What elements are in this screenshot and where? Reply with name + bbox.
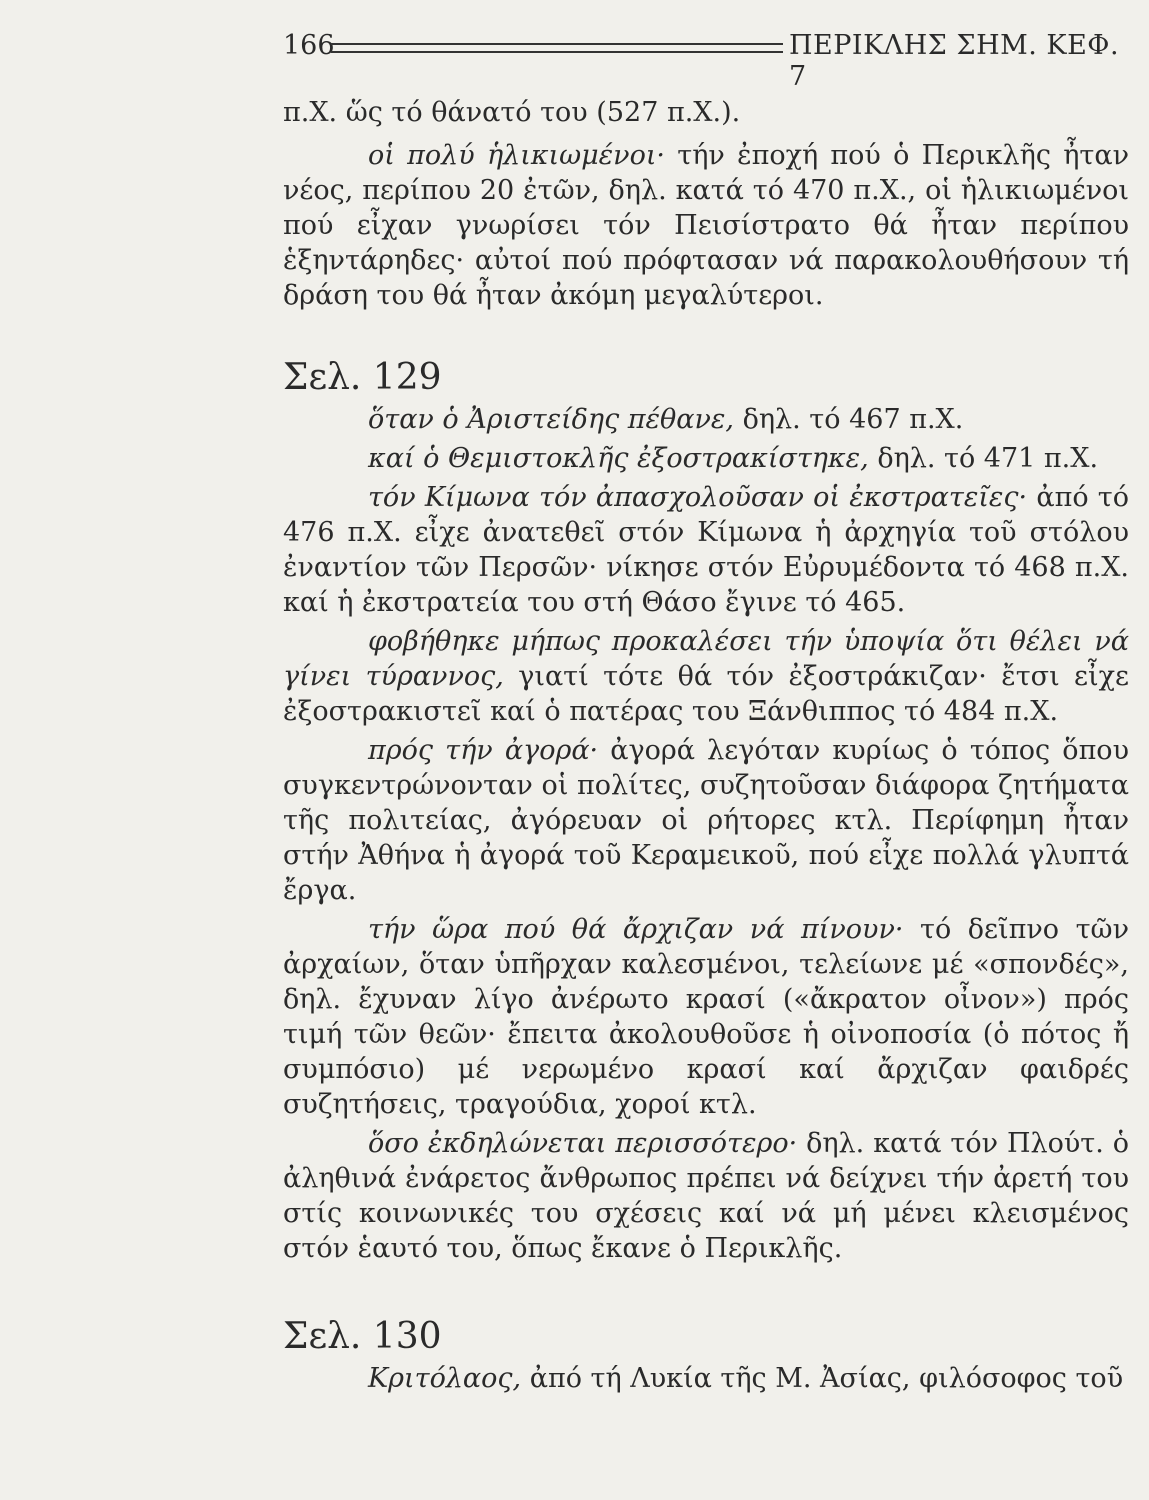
- note-lemma: Κριτόλαος,: [368, 1363, 522, 1394]
- note-paragraph: [283, 1361, 1129, 1396]
- note-text: γιατί τότε θά τόν ἐξοστράκιζαν· ἔτσι εἶχε ἐξοστρακιστεῖ καί ὁ πατέρας του Ξάνθιππος τό 484 π.Χ.: [283, 661, 1129, 727]
- section-heading-129: Σελ. 129: [283, 357, 442, 398]
- note-lemma: ὅσο ἐκδηλώνεται περισσότερο·: [368, 1128, 798, 1159]
- note-paragraph: [283, 1126, 1129, 1266]
- note-paragraph: [283, 138, 1129, 313]
- note-paragraph: [283, 402, 1129, 437]
- note-paragraph: [283, 480, 1129, 620]
- note-lemma: ὅταν ὁ Ἀριστείδης πέθανε,: [368, 404, 735, 435]
- running-title: ΠΕΡΙΚΛΗΣ ΣΗΜ. ΚΕΦ. 7: [789, 30, 1120, 92]
- note-text: ἀπό τή Λυκία τῆς Μ. Ἀσίας, φιλόσοφος τοῦ: [521, 1363, 1124, 1394]
- note-paragraph: [283, 441, 1129, 476]
- note-text: τό δεῖπνο τῶν ἀρχαίων, ὅταν ὑπῆρχαν καλεσμένοι, τελείωνε μέ «σπονδές», δηλ. ἔχυναν λίγο ἀνέρωτο κρασί («ἄκρατον οἶνον») πρός τιμή τῶν θεῶν· ἔπειτα ἀκολουθοῦσε ἡ οἰνοποσία (ὁ πότος ἤ συμπόσιο) μέ νερωμένο κρασί καί ἄρχιζαν φαιδρές συζητήσεις, τραγούδια, χοροί κτλ.: [283, 914, 1129, 1120]
- note-lemma: καί ὁ Θεμιστοκλῆς ἐξοστρακίστηκε,: [368, 443, 869, 474]
- notes-body: [283, 95, 1129, 1400]
- note-lemma: τήν ὥρα πού θά ἄρχιζαν νά πίνουν·: [368, 914, 904, 945]
- note-paragraph: [283, 733, 1129, 908]
- note-text: δηλ. κατά τόν Πλούτ. ὁ ἀληθινά ἐνάρετος ἄνθρωπος πρέπει νά δείχνει τήν ἀρετή του στίς κοινωνικές του σχέσεις καί νά μή μένει κλεισμένος στόν ἑαυτό του, ὅπως ἔκανε ὁ Περικλῆς.: [283, 1128, 1129, 1264]
- note-lemma: πρός τήν ἀγορά·: [368, 735, 599, 766]
- note-text: ἀγορά λεγόταν κυρίως ὁ τόπος ὅπου συγκεντρώνονταν οἱ πολίτες, συζητοῦσαν διάφορα ζητήματα τῆς πολιτείας, ἀγόρευαν οἱ ρήτορες κτλ. Περίφημη ἦταν στήν Ἀθήνα ἡ ἀγορά τοῦ Κεραμεικοῦ, πού εἶχε πολλά γλυπτά ἔργα.: [283, 735, 1129, 906]
- note-paragraph: [283, 912, 1129, 1122]
- note-text: τήν ἐποχή πού ὁ Περικλῆς ἦταν νέος, περίπου 20 ἐτῶν, δηλ. κατά τό 470 π.Χ., οἱ ἡλικιωμένοι πού εἶχαν γνωρίσει τόν Πεισίστρατο θά ἦταν περίπου ἑξηντάρηδες· αὐτοί πού πρόφτασαν νά παρακολουθήσουν τή δράση του θά ἦταν ἀκόμη μεγαλύτεροι.: [283, 140, 1130, 311]
- header-rule: [331, 43, 783, 53]
- note-text: ἀπό τό 476 π.Χ. εἶχε ἀνατεθεῖ στόν Κίμωνα ἡ ἀρχηγία τοῦ στόλου ἐναντίον τῶν Περσῶν· νίκησε στόν Εὐρυμέδοντα τό 468 π.Χ. καί ἡ ἐκστρατεία του στή Θάσο ἔγινε τό 465.: [283, 482, 1129, 618]
- page-number: 166: [283, 30, 335, 61]
- page-header: [283, 28, 1123, 92]
- note-text: δηλ. τό 467 π.Χ.: [734, 404, 964, 435]
- continued-paragraph: π.Χ. ὥς τό θάνατό του (527 π.Χ.).: [283, 97, 741, 128]
- note-text: δηλ. τό 471 π.Χ.: [868, 443, 1099, 474]
- note-lemma: οἱ πολύ ἡλικιωμένοι·: [368, 140, 666, 171]
- note-lemma: φοβήθηκε μήπως προκαλέσει τήν ὑποψία ὅτι θέλει νά γίνει τύραννος,: [283, 626, 1129, 692]
- note-paragraph: [283, 624, 1129, 729]
- note-lemma: τόν Κίμωνα τόν ἀπασχολοῦσαν οἱ ἐκστρατεῖες·: [368, 482, 1028, 513]
- section-heading-130: Σελ. 130: [283, 1316, 442, 1357]
